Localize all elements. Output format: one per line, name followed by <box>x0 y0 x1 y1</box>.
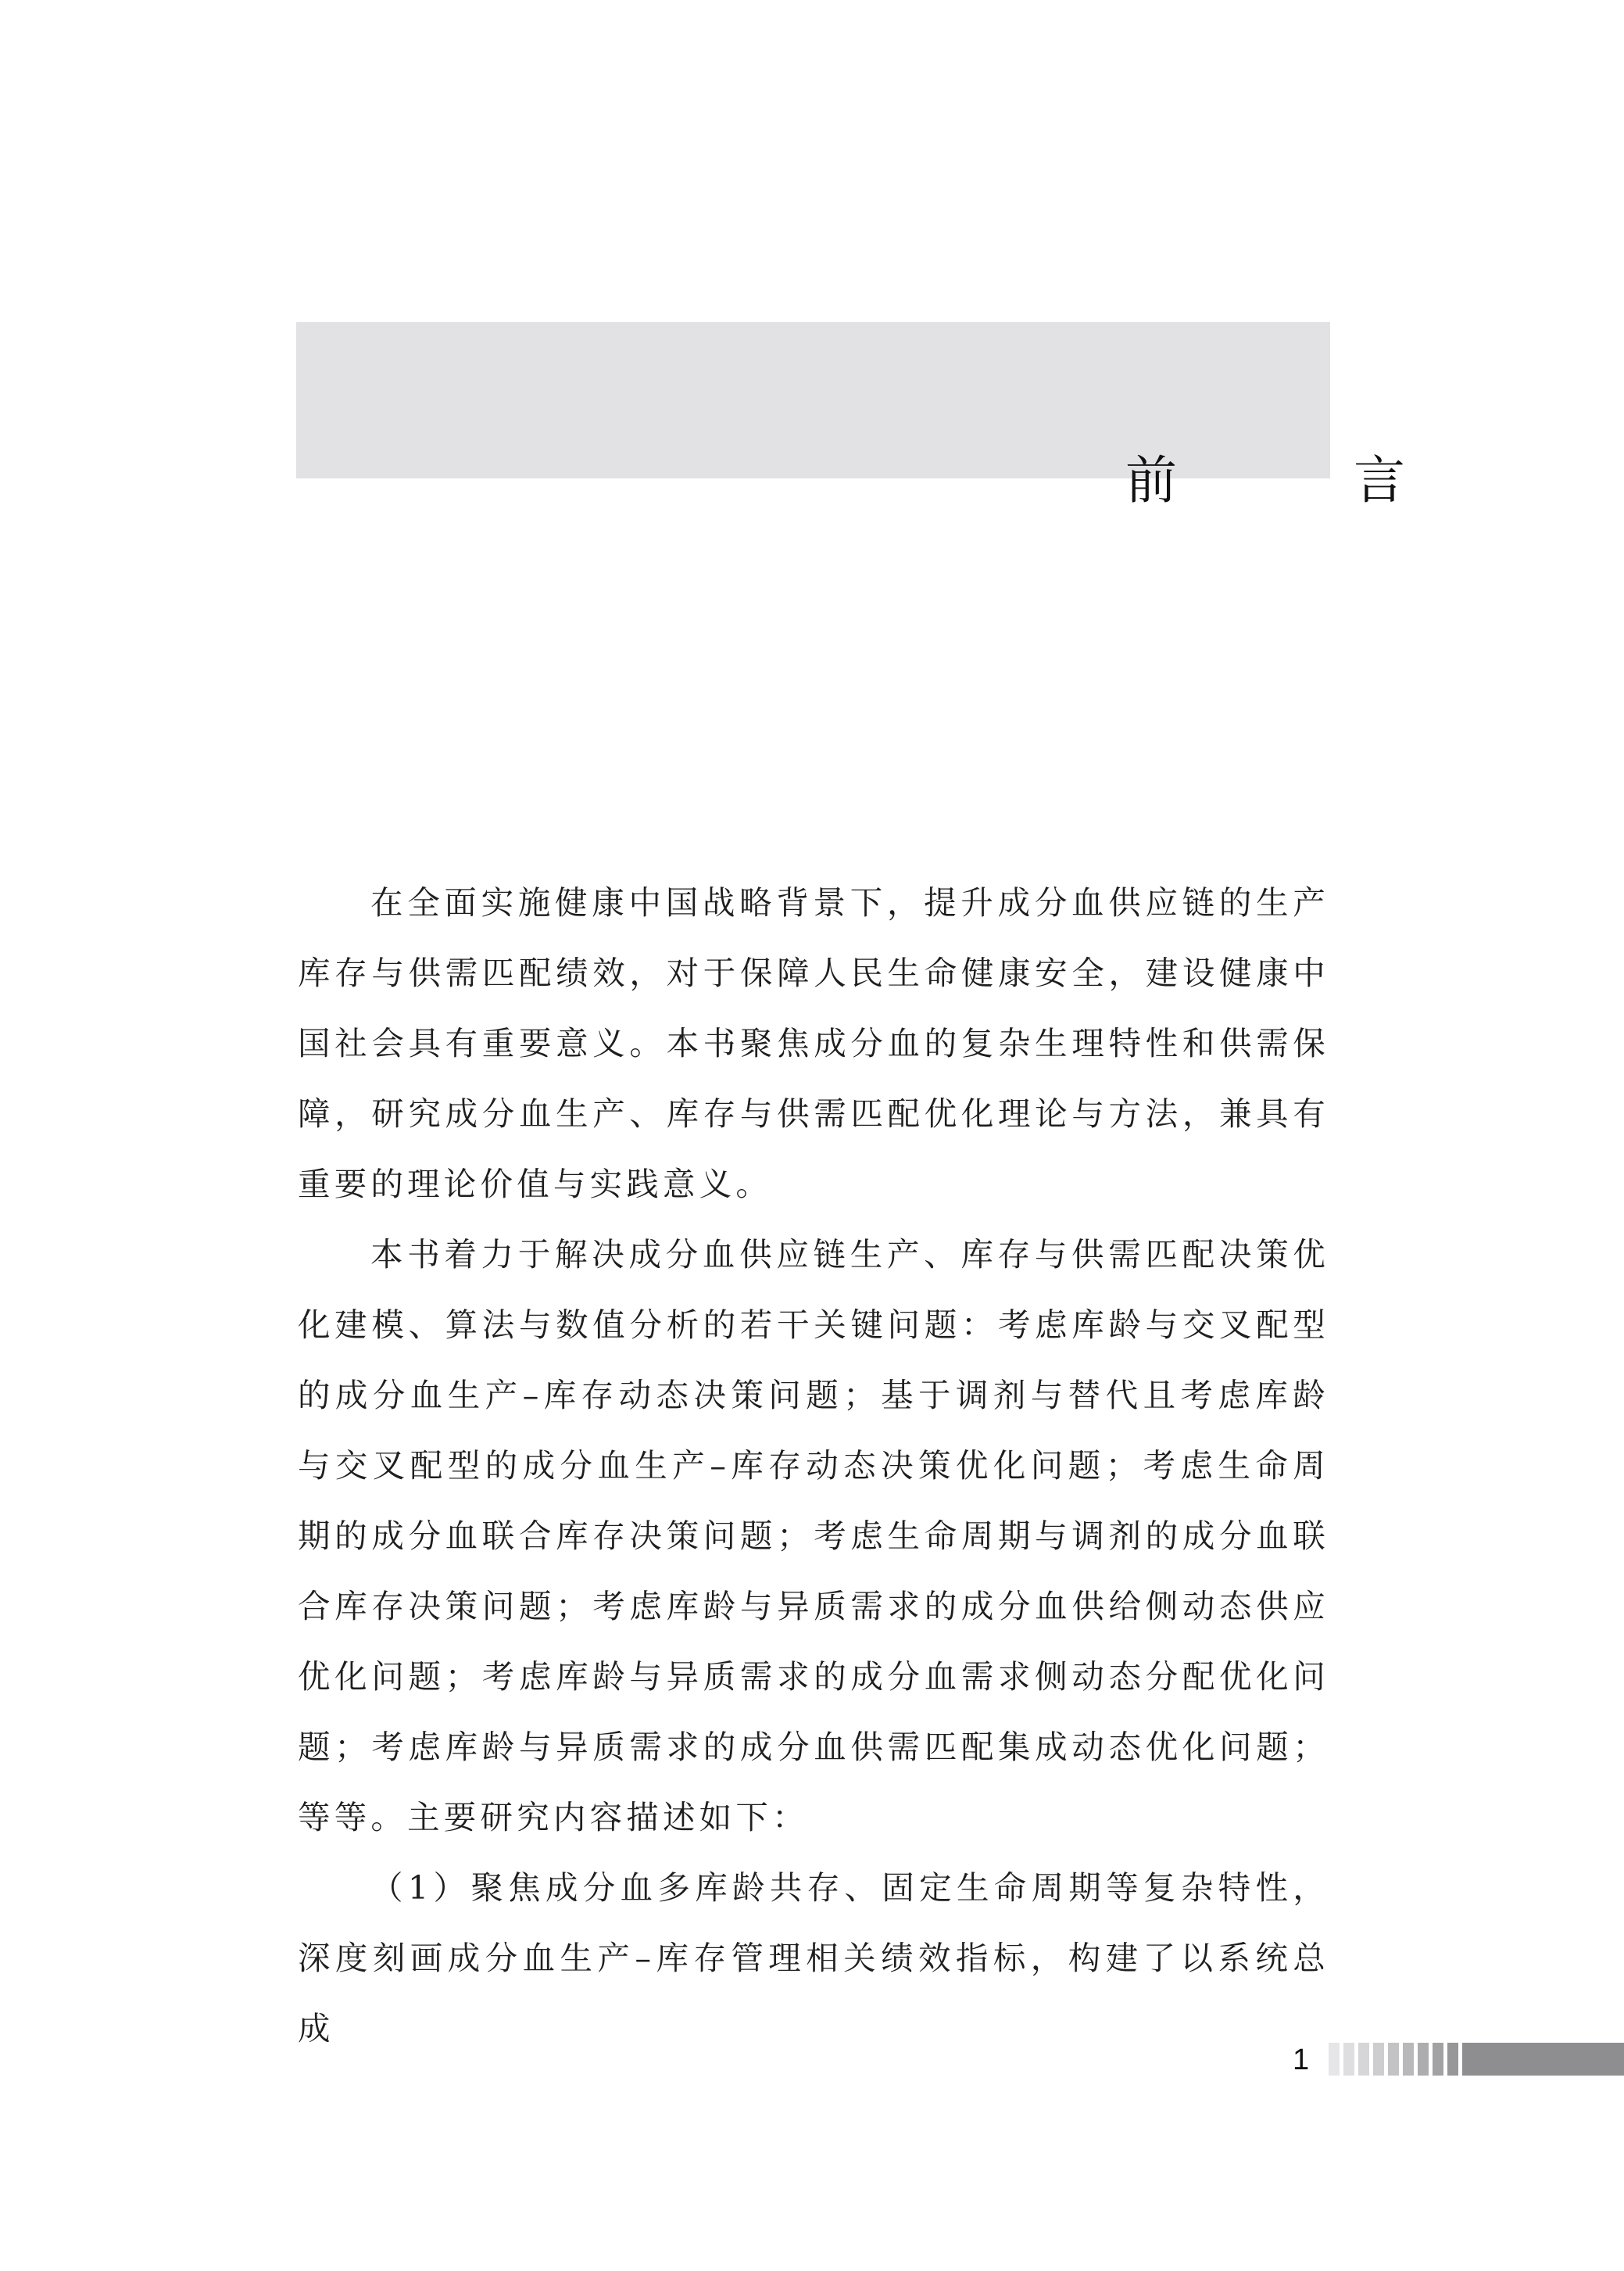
footer-block <box>1373 2043 1384 2076</box>
footer-block <box>1447 2043 1458 2076</box>
chapter-title: 前 言 <box>1125 450 1468 510</box>
body-text <box>298 868 1329 2064</box>
paragraph-2: 本书着力于解决成分血供应链生产、库存与供需匹配决策优化建模、算法与数值分析的若干关键问题：考虑库龄与交叉配型的成分血生产–库存动态决策问题；基于调剂与替代且考虑库龄与交叉配型的成分血生产–库存动态决策优化问题；考虑生命周期的成分血联合库存决策问题；考虑生命周期与调剂的成分血联合库存决策问题；考虑库龄与异质需求的成分血供给侧动态供应优化问题；考虑库龄与异质需求的成分血需求侧动态分配优化问题；考虑库龄与异质需求的成分血供需匹配集成动态优化问题；等等。主要研究内容描述如下： <box>298 1235 1329 1836</box>
page-footer-decoration <box>1329 2043 1624 2076</box>
footer-bar <box>1462 2043 1624 2076</box>
paragraph-1: 在全面实施健康中国战略背景下，提升成分血供应链的生产库存与供需匹配绩效，对于保障人民生命健康安全，建设健康中国社会具有重要意义。本书聚焦成分血的复杂生理特性和供需保障，研究成分血生产、库存与供需匹配优化理论与方法，兼具有重要的理论价值与实践意义。 <box>298 883 1329 1203</box>
page-number: 1 <box>1293 2044 1310 2076</box>
footer-block <box>1418 2043 1429 2076</box>
paragraph-3: （1）聚焦成分血多库龄共存、固定生命周期等复杂特性，深度刻画成分血生产–库存管理相关绩效指标，构建了以系统总成 <box>298 1868 1329 2047</box>
footer-block <box>1433 2043 1443 2076</box>
footer-block <box>1329 2043 1340 2076</box>
footer-block <box>1358 2043 1369 2076</box>
footer-block <box>1388 2043 1399 2076</box>
footer-block <box>1343 2043 1354 2076</box>
footer-block <box>1403 2043 1414 2076</box>
